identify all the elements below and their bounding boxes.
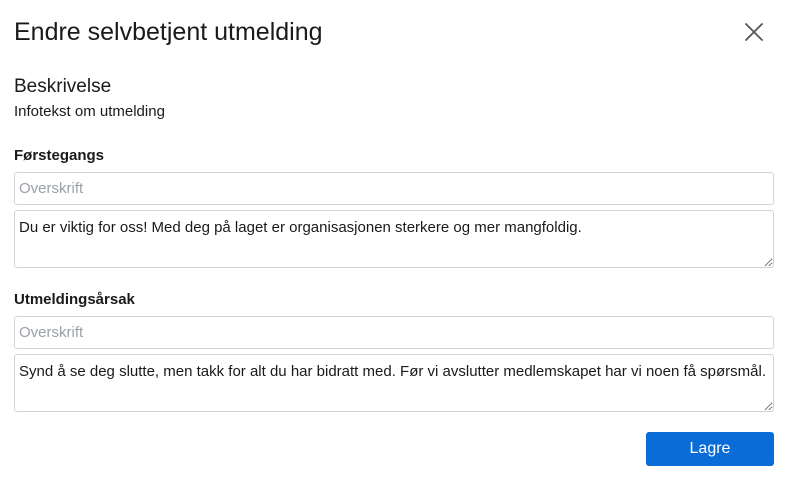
first-time-label: Førstegangs [14,147,105,164]
save-button[interactable]: Lagre [646,432,774,466]
dialog-title: Endre selvbetjent utmelding [14,18,323,46]
close-icon [742,20,766,44]
close-button[interactable] [742,20,766,44]
unsubscribe-reason-body-textarea[interactable] [14,354,774,412]
unsubscribe-reason-label: Utmeldingsårsak [14,291,135,308]
section-heading-description: Beskrivelse [14,76,112,97]
unsubscribe-reason-heading-input[interactable] [14,316,774,349]
first-time-body-textarea[interactable] [14,210,774,268]
section-description-text: Infotekst om utmelding [14,103,165,120]
first-time-heading-input[interactable] [14,172,774,205]
